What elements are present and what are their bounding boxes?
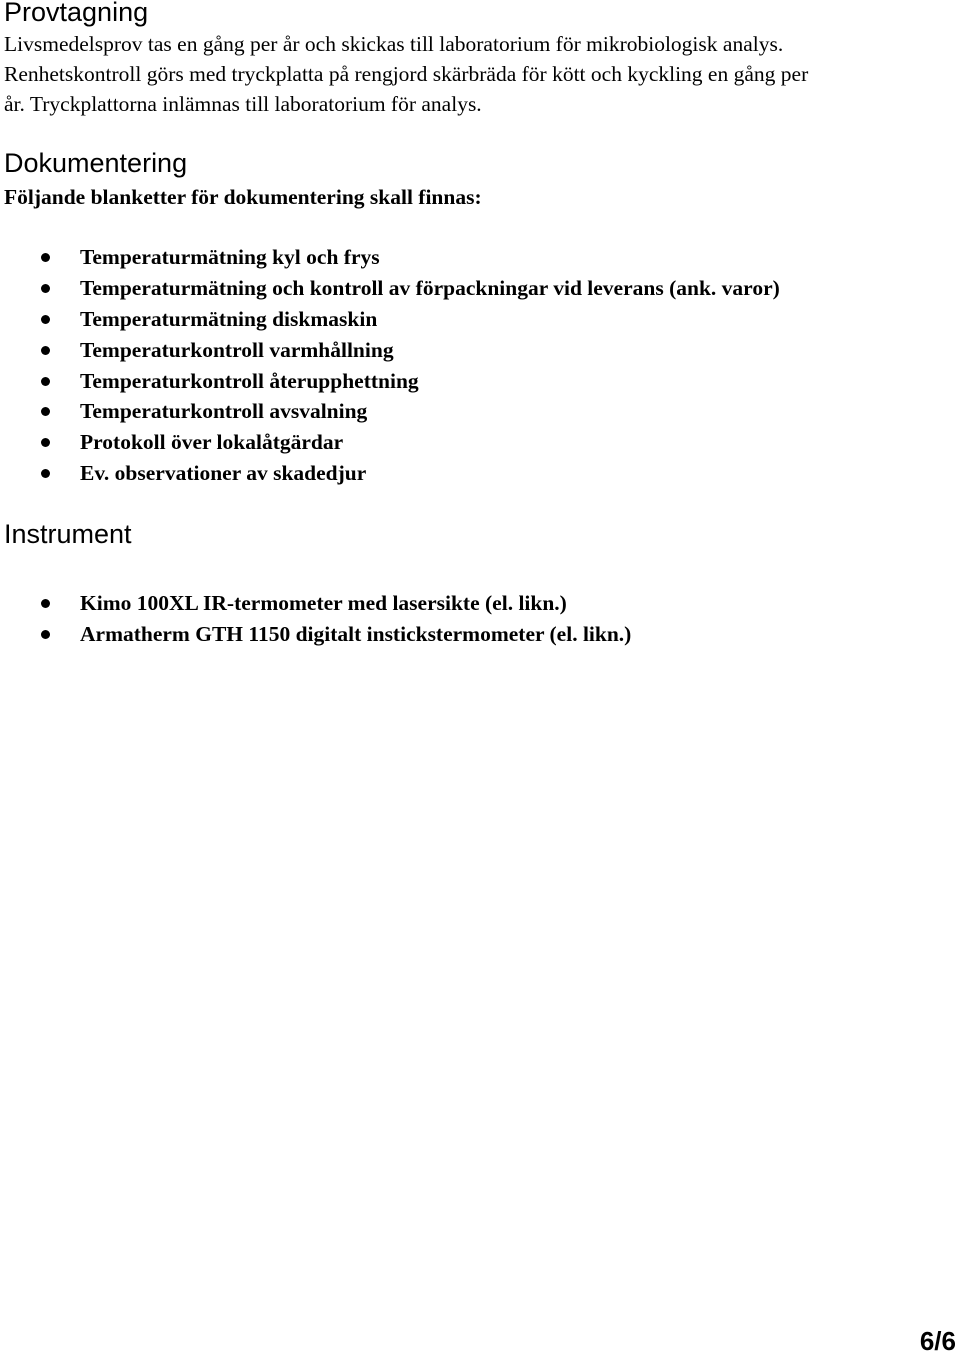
list-item: [0, 458, 780, 489]
list-item-label: Temperaturkontroll varmhållning: [80, 337, 394, 362]
dokumentering-intro: Följande blanketter för dokumentering skall finnas:: [4, 185, 482, 209]
bullet-icon: [41, 438, 50, 447]
bullet-icon: [41, 599, 50, 608]
bullet-icon: [41, 253, 50, 262]
heading-provtagning: Provtagning: [4, 0, 149, 27]
bullet-icon: [41, 315, 50, 324]
dokumentering-list: [0, 242, 780, 489]
bullet-icon: [41, 630, 50, 639]
list-item: [0, 335, 780, 366]
list-item-label: Kimo 100XL IR-termometer med lasersikte (el. likn.): [80, 591, 567, 615]
list-item-label: Temperaturkontroll avsvalning: [80, 399, 368, 424]
page-number: 6/6: [919, 1326, 956, 1356]
bullet-icon: [41, 346, 50, 355]
bullet-icon: [41, 377, 50, 386]
instrument-list: [0, 588, 631, 650]
list-item: [0, 427, 780, 458]
list-item-label: Ev. observationer av skadedjur: [80, 461, 367, 486]
list-item-label: Armatherm GTH 1150 digitalt instickstermometer (el. likn.): [80, 621, 632, 646]
provtagning-line: år. Tryckplattorna inlämnas till laboratorium för analys.: [4, 92, 482, 116]
heading-dokumentering: Dokumentering: [4, 148, 188, 178]
list-item-label: Temperaturmätning kyl och frys: [80, 245, 380, 269]
list-item-label: Protokoll över lokalåtgärdar: [80, 430, 344, 455]
provtagning-line: Renhetskontroll görs med tryckplatta på rengjord skärbräda för kött och kyckling en gång per: [4, 62, 809, 86]
list-item: [0, 366, 780, 397]
provtagning-line: Livsmedelsprov tas en gång per år och skickas till laboratorium för mikrobiologisk analys.: [4, 32, 784, 56]
list-item: [0, 588, 631, 619]
list-item: [0, 304, 780, 335]
bullet-icon: [41, 407, 50, 416]
list-item-label: Temperaturmätning och kontroll av förpackningar vid leverans (ank. varor): [80, 275, 780, 300]
bullet-icon: [41, 284, 50, 293]
list-item: [0, 619, 631, 650]
list-item: [0, 273, 780, 304]
provtagning-paragraph: [4, 29, 808, 119]
list-item: [0, 396, 780, 427]
list-item: [0, 242, 780, 273]
list-item-label: Temperaturmätning diskmaskin: [80, 306, 378, 331]
heading-instrument: Instrument: [4, 519, 132, 549]
list-item-label: Temperaturkontroll återupphettning: [80, 368, 419, 393]
bullet-icon: [41, 469, 50, 478]
